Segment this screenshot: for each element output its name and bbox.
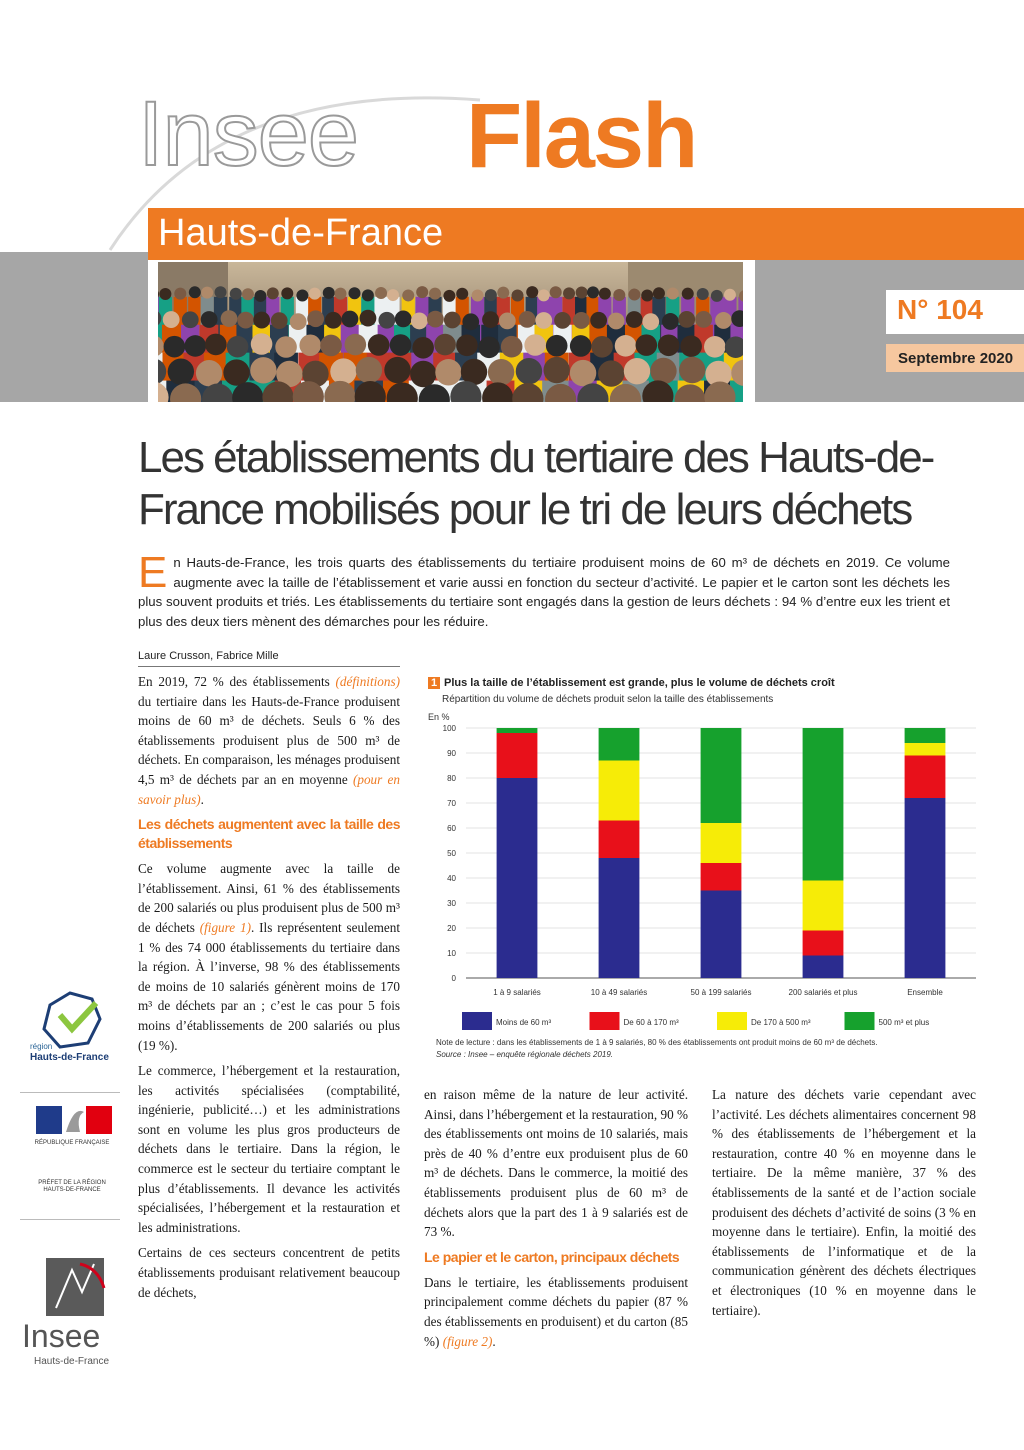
y-tick-label: 60	[447, 824, 456, 833]
bar-segment	[803, 956, 844, 979]
x-tick-label: 200 salariés et plus	[788, 988, 858, 997]
y-tick-label: 100	[442, 724, 456, 733]
y-tick-label: 70	[447, 799, 456, 808]
issue-date: Septembre 2020	[898, 350, 1014, 367]
y-tick-label: 30	[447, 899, 456, 908]
paragraph: Certains de ces secteurs concentrent de petits établissements produisant relativement beaucoup de déchets,	[138, 1245, 400, 1300]
bar-segment	[803, 931, 844, 956]
prefet-text: PRÉFET DE LA RÉGION HAUTS-DE-FRANCE	[38, 1180, 106, 1193]
region-name: Hauts-de-France	[158, 212, 444, 254]
bar-segment	[599, 821, 640, 859]
crowd-photo	[158, 262, 743, 402]
paragraph: Dans le tertiaire, les établissements produisent principalement comme déchets du papier (87 % des établissements en produisent) et du carton (85 %) (figure 2).	[424, 1274, 688, 1349]
bar-segment	[803, 881, 844, 931]
figure-subtitle: Répartition du volume de déchets produit selon la taille des établissements	[442, 694, 774, 705]
lead-paragraph	[138, 548, 950, 631]
paragraph: Ce volume augmente avec la taille de l’établissement. Ainsi, 61 % des établissements de 200 salariés ou plus produisent plus de 500 m³ de déchets (figure 1). Ils représentent seulement 1 % des 74 000 établissements du tertiaire dans la région. À l’inverse, 98 % des établissements de moins de 10 salariés génèrent moins de 170 m³ de déchets par an ; c’est le cas pour 5 fois moins d’établissements de 200 salariés ou plus (19 %).	[138, 861, 400, 1053]
marianne-logo-icon	[36, 1102, 112, 1138]
legend-swatch	[462, 1012, 492, 1030]
insee-logo-wordmark: Insee	[22, 1318, 101, 1354]
issue-number: N° 104	[897, 294, 983, 325]
figure-source: Source : Insee – enquête régionale déchets 2019.	[436, 1050, 614, 1059]
insee-logo-icon	[42, 1258, 108, 1318]
x-tick-label: Ensemble	[907, 988, 943, 997]
legend-label: Moins de 60 m³	[496, 1018, 552, 1027]
legend-swatch	[845, 1012, 875, 1030]
grey-band-left	[0, 252, 148, 402]
legend-label: 500 m³ et plus	[878, 1018, 930, 1027]
bar-segment	[497, 733, 538, 778]
figure-1-link[interactable]: (figure 1)	[199, 919, 251, 935]
masthead-insee-wordmark: Insee	[138, 83, 359, 185]
legend-swatch	[717, 1012, 747, 1030]
figure-note: Note de lecture : dans les établissements de 1 à 9 salariés, 80 % des établissements ont produit moins de 60 m³ de déchets.	[436, 1038, 878, 1047]
text-column-3	[712, 1085, 976, 1326]
bar-segment	[905, 728, 946, 743]
x-tick-label: 50 à 199 salariés	[690, 988, 752, 997]
legend-label: De 170 à 500 m³	[751, 1018, 811, 1027]
authors-divider	[138, 666, 400, 667]
bar-segment	[599, 858, 640, 978]
legend-swatch	[590, 1012, 620, 1030]
bar-segment	[701, 728, 742, 823]
stacked-bar-chart	[428, 706, 988, 1036]
bar-segment	[599, 728, 640, 761]
figure-2-link[interactable]: (figure 2)	[442, 1333, 493, 1349]
region-logo-small-text: région	[30, 1042, 53, 1051]
paragraph: En 2019, 72 % des établissements (définitions) du tertiaire dans les Hauts-de-France produisent moins de 60 m³ de déchets. Seuls 6 % des établissements produisent plus de 500 m³ de déchets. En comparaison, les ménages produisent 4,5 m³ de déchets par an en moyenne (pour en savoir plus).	[138, 674, 400, 807]
insee-logo-subtitle: Hauts-de-France	[34, 1356, 110, 1367]
republique-francaise-text: RÉPUBLIQUE FRANÇAISE	[34, 1140, 110, 1146]
bar-segment	[497, 728, 538, 733]
text-column-1	[138, 672, 400, 1308]
paragraph: La nature des déchets varie cependant avec l’activité. Les déchets alimentaires concernent 98 % des établissements de l’hébergement et la restauration, contre 40 % en moyenne dans le tertiaire. De la même manière, 37 % des établissements de la santé et de l’action sociale produisent des déchets d’activité de soins (3 % en moyenne dans le tertiaire). Enfin, la moitié des établissements de l’informatique et de la communication génèrent des déchets électriques et électroniques (10 % en moyenne dans le tertiaire).	[712, 1087, 976, 1318]
y-tick-label: 40	[447, 874, 456, 883]
y-tick-label: 90	[447, 749, 456, 758]
x-tick-label: 10 à 49 salariés	[590, 988, 648, 997]
bar-segment	[905, 798, 946, 978]
lead-text: n Hauts-de-France, les trois quarts des établissements du tertiaire produisent moins de 60 m³ de déchets en 2019. Ce volume augmente avec la taille de l’établissement et varie aussi en fonction du secteur d’activité. Le papier et le carton sont les déchets les plus souvent produits et triés. Les établissements du tertiaire sont engagés dans la gestion de leurs déchets : 94 % d’entre eux les trient et plus des deux tiers mènent des démarches pour les réduire.	[138, 555, 950, 629]
y-axis-label: En %	[428, 712, 450, 722]
section-heading: Le papier et le carton, principaux déchets	[424, 1248, 680, 1265]
y-tick-label: 0	[451, 974, 456, 983]
section-heading: Les déchets augmentent avec la taille des établissements	[138, 816, 400, 852]
drop-cap: E	[138, 548, 168, 597]
y-tick-label: 10	[447, 949, 456, 958]
y-tick-label: 80	[447, 774, 456, 783]
bar-segment	[905, 743, 946, 756]
y-tick-label: 20	[447, 924, 456, 933]
bar-segment	[599, 761, 640, 821]
bar-segment	[803, 728, 844, 881]
authors: Laure Crusson, Fabrice Mille	[138, 650, 279, 662]
bar-segment	[905, 756, 946, 799]
bar-segment	[497, 778, 538, 978]
figure-number: 1	[428, 677, 440, 689]
article-title: Les établissements du tertiaire des Hauts-de-France mobilisés pour le tri de leurs déchets	[138, 433, 934, 534]
masthead-flash-wordmark: Flash	[466, 85, 697, 187]
bar-segment	[701, 891, 742, 979]
paragraph: en raison même de la nature de leur activité. Ainsi, dans l’hébergement et la restauration, 90 % des établissements ont moins de 10 salariés, mais près de 40 % d’entre eux produisent plus de 60 m³ de déchets. Dans le commerce, la moitié des établissements produisent plus de 60 m³ de déchets alors que la part des 1 à 9 salariés est de 73 %.	[424, 1087, 688, 1240]
figure-title: 1 Plus la taille de l’établissement est grande, plus le volume de déchets croît	[428, 677, 988, 689]
paragraph: Le commerce, l’hébergement et la restauration, les activités spécialisées (comptabilité, ingénierie, publicité…) et les administrations sont en volume les plus gros producteurs de déchets dans le tertiaire. Dans la région, le commerce est le secteur du tertiaire comptant le plus d’établissements. Il devance les activités spécialisées, l’hébergement et la restauration et les administrations.	[138, 1063, 400, 1235]
further-reading-link[interactable]: (pour en savoir plus)	[138, 771, 400, 807]
x-tick-label: 1 à 9 salariés	[493, 988, 541, 997]
bar-segment	[701, 863, 742, 891]
y-tick-label: 50	[447, 849, 456, 858]
region-logo-name: Hauts-de-France	[30, 1052, 109, 1063]
legend-label: De 60 à 170 m³	[623, 1018, 679, 1027]
bar-segment	[701, 823, 742, 863]
text-column-2	[424, 1085, 688, 1357]
definitions-link[interactable]: (définitions)	[335, 674, 400, 689]
